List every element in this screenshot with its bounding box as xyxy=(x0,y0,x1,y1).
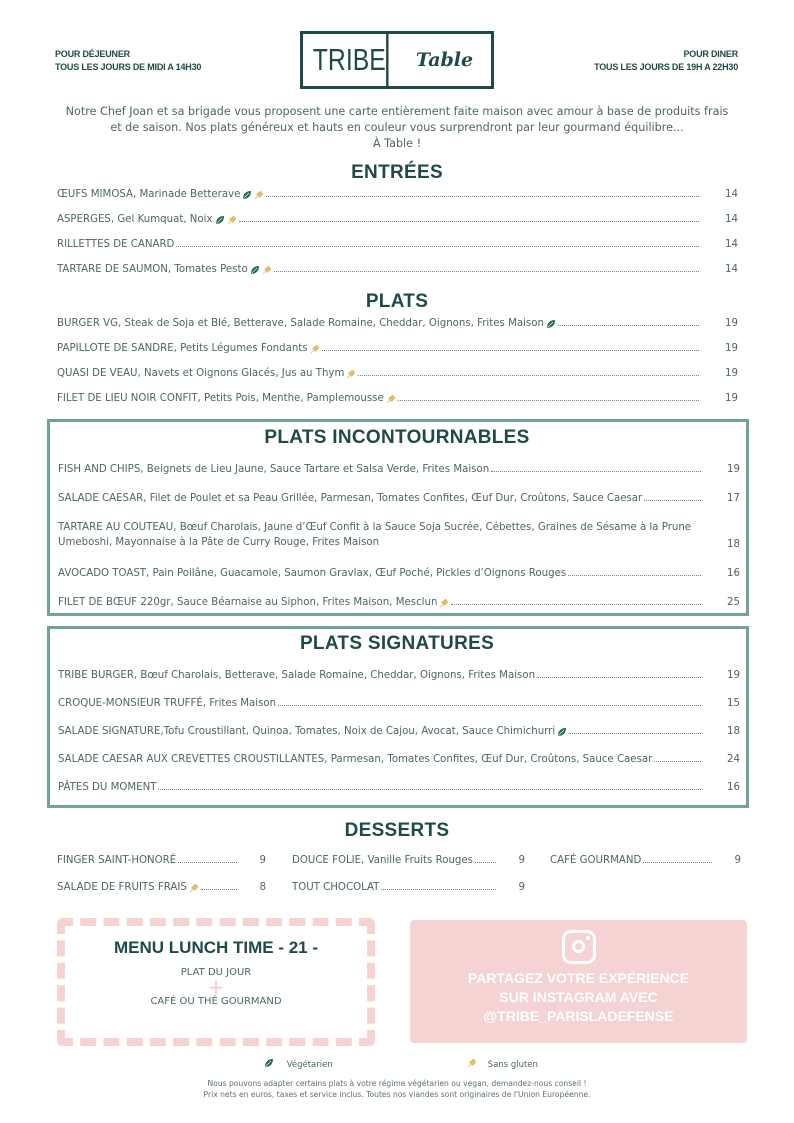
lunch-hours-title: POUR DÉJEUNER xyxy=(55,49,130,59)
menu-item xyxy=(58,696,740,709)
item-price: 8 xyxy=(259,882,266,893)
leaf-icon xyxy=(250,265,260,275)
dot-leader xyxy=(475,862,496,863)
instagram-box xyxy=(410,920,747,1043)
item-name: FISH AND CHIPS, Beignets de Lieu Jaune, Sauce Tartare et Salsa Verde, Frites Maison xyxy=(58,464,490,475)
item-price: 14 xyxy=(725,239,738,250)
item-price: 25 xyxy=(727,597,740,608)
dot-leader xyxy=(322,350,699,351)
item-price: 9 xyxy=(518,855,525,866)
menu-item xyxy=(58,491,740,504)
menu-item xyxy=(58,752,740,765)
wheat-icon xyxy=(254,190,264,200)
item-price: 19 xyxy=(725,393,738,404)
wheat-icon xyxy=(346,369,356,379)
menu-item xyxy=(57,366,738,379)
menu-item xyxy=(58,462,740,475)
item-name: FILET DE BŒUF 220gr, Sauce Béarnaise au Siphon, Frites Maison, Mesclun xyxy=(58,597,438,608)
menu-item xyxy=(57,880,266,893)
menu-item xyxy=(292,880,525,893)
item-name: SALADE CAESAR, Filet de Poulet et sa Peau Grillée, Parmesan, Tomates Confites, Œuf Dur, Croûtons, Sauce Caesar xyxy=(58,493,643,504)
dot-leader xyxy=(266,196,699,197)
item-name: PAPILLOTE DE SANDRE, Petits Légumes Fondants xyxy=(57,343,308,354)
signatures-list xyxy=(58,668,740,808)
desserts-col-3 xyxy=(550,853,741,880)
dot-leader xyxy=(643,862,712,863)
section-title-incontournables: PLATS INCONTOURNABLES xyxy=(264,427,530,448)
dot-leader xyxy=(381,889,496,890)
dot-leader xyxy=(537,677,701,678)
menu-item xyxy=(57,237,738,250)
item-name: TRIBE BURGER, Bœuf Charolais, Betterave, Salade Romaine, Cheddar, Oignons, Frites Maison xyxy=(58,670,536,681)
leaf-icon xyxy=(557,727,567,737)
dinner-hours-text: TOUS LES JOURS DE 19H A 22H30 xyxy=(594,62,738,72)
item-price: 24 xyxy=(727,754,740,765)
dot-leader xyxy=(158,789,701,790)
note-line: Nous pouvons adapter certains plats à votre régime végétarien ou vegan, demandez-nous conseil ! xyxy=(207,1079,587,1088)
item-name: TOUT CHOCOLAT xyxy=(292,882,380,893)
item-name: FILET DE LIEU NOIR CONFIT, Petits Pois, Menthe, Pamplemousse xyxy=(57,393,384,404)
leaf-icon xyxy=(215,215,225,225)
wheat-icon xyxy=(386,394,396,404)
instagram-text: PARTAGEZ VOTRE EXPÉRIENCE xyxy=(467,970,690,986)
item-price: 16 xyxy=(727,782,740,793)
item-price: 19 xyxy=(725,318,738,329)
section-title-desserts: DESSERTS xyxy=(344,820,450,841)
dot-leader xyxy=(654,761,701,762)
item-name: DOUCE FOLIE, Vanille Fruits Rouges xyxy=(292,855,473,866)
lunch-hours-text: TOUS LES JOURS DE MIDI A 14H30 xyxy=(55,62,202,72)
item-name: RILLETTES DE CANARD xyxy=(57,239,175,250)
item-price: 19 xyxy=(727,464,740,475)
item-price: 9 xyxy=(734,855,741,866)
item-name: AVOCADO TOAST, Pain Poilâne, Guacamole, Saumon Gravlax, Œuf Poché, Pickles d’Oignons Rouges xyxy=(58,568,567,579)
wheat-icon xyxy=(227,215,237,225)
item-name: TARTARE AU COUTEAU, Bœuf Charolais, Jaune d’Œuf Confit à la Sauce Soja Sucrée, Cébettes, Graines de Sésame à la Prune Umeboshi, Mayonnaise à la Pâte de Curry Rouge, Frites Maison xyxy=(58,522,692,548)
dot-leader xyxy=(558,325,699,326)
plus-icon: + xyxy=(207,975,225,999)
dot-leader xyxy=(239,221,699,222)
menu-item xyxy=(57,316,738,329)
item-price: 19 xyxy=(727,670,740,681)
dot-leader xyxy=(569,733,701,734)
desserts-col-2 xyxy=(292,853,525,907)
leaf-icon xyxy=(242,190,252,200)
dot-leader xyxy=(491,471,701,472)
item-price: 9 xyxy=(518,882,525,893)
legend-label: Végétarien xyxy=(286,1060,333,1070)
item-price: 15 xyxy=(727,698,740,709)
item-name: SALADE SIGNATURE,Tofu Croustillant, Quinoa, Tomates, Noix de Cajou, Avocat, Sauce Chimichurri xyxy=(58,726,556,737)
lunch-menu-title: MENU LUNCH TIME - 21 - xyxy=(114,938,318,957)
menu-item xyxy=(57,341,738,354)
legend-gf xyxy=(465,1058,538,1070)
item-name: SALADE DE FRUITS FRAIS xyxy=(57,882,187,893)
item-price: 14 xyxy=(725,264,738,275)
item-name: FINGER SAINT-HONORÉ xyxy=(57,855,177,866)
menu-item xyxy=(292,853,525,866)
dot-leader xyxy=(568,575,701,576)
dot-leader xyxy=(274,271,699,272)
menu-item xyxy=(58,724,740,737)
dinner-hours-title: POUR DINER xyxy=(683,49,738,59)
menu-item xyxy=(57,853,266,866)
entrees-list xyxy=(57,187,738,287)
menu-item xyxy=(550,853,741,866)
dot-leader xyxy=(201,889,237,890)
item-price: 16 xyxy=(727,568,740,579)
item-price: 19 xyxy=(725,343,738,354)
item-price: 19 xyxy=(725,368,738,379)
menu-item xyxy=(58,595,740,608)
section-title-signatures: PLATS SIGNATURES xyxy=(299,633,495,654)
legend-veg xyxy=(262,1058,333,1070)
intro-line: Notre Chef Joan et sa brigade vous proposent une carte entièrement faite maison avec amour à base de produits frais xyxy=(65,105,729,118)
leaf-icon xyxy=(546,319,556,329)
menu-item xyxy=(57,262,738,275)
item-name: PÂTES DU MOMENT xyxy=(58,782,157,793)
dot-leader xyxy=(178,862,237,863)
wheat-icon xyxy=(310,344,320,354)
item-name: BURGER VG, Steak de Soja et Blé, Betterave, Salade Romaine, Cheddar, Oignons, Frites Maison xyxy=(57,318,544,329)
menu-item xyxy=(57,391,738,404)
item-price: 18 xyxy=(727,726,740,737)
dot-leader xyxy=(451,604,701,605)
incontournables-list xyxy=(58,462,740,624)
wheat-icon xyxy=(467,1058,477,1068)
section-title-plats: PLATS xyxy=(365,291,429,312)
instagram-handle[interactable]: @TRIBE_PARISLADEFENSE xyxy=(483,1008,674,1024)
logo xyxy=(300,31,494,89)
desserts-col-1 xyxy=(57,853,266,907)
intro-line: et de saison. Nos plats généreux et hauts en couleur vous surprendront par leur gourmand équilibre... xyxy=(110,121,684,134)
wheat-icon xyxy=(262,265,272,275)
dinner-hours xyxy=(594,48,738,74)
item-name: CAFÉ GOURMAND xyxy=(550,855,642,866)
dot-leader xyxy=(398,400,699,401)
menu-item xyxy=(57,187,738,200)
logo-tribe: TRIBE xyxy=(313,34,389,86)
leaf-icon xyxy=(264,1058,274,1068)
wheat-icon xyxy=(189,883,199,893)
wheat-icon xyxy=(439,598,449,608)
item-name: ASPERGES, Gel Kumquat, Noix xyxy=(57,214,213,225)
section-title-entrees: ENTRÉES xyxy=(351,162,443,183)
instagram-icon[interactable] xyxy=(562,930,596,964)
footer-notes xyxy=(0,1078,794,1100)
item-name: ŒUFS MIMOSA, Marinade Betterave xyxy=(57,189,241,200)
lunch-menu-box xyxy=(57,918,375,1046)
item-name: QUASI DE VEAU, Navets et Oignons Glacés, Jus au Thym xyxy=(57,368,345,379)
note-line: Prix nets en euros, taxes et service inclus. Toutes nos viandes sont originaires de l'Union Européenne. xyxy=(203,1090,591,1099)
legend-label: Sans gluten xyxy=(487,1060,538,1070)
intro-line: À Table ! xyxy=(372,137,422,150)
menu-item xyxy=(58,668,740,681)
instagram-text: SUR INSTAGRAM AVEC xyxy=(499,989,658,1005)
item-price: 14 xyxy=(725,189,738,200)
item-price: 9 xyxy=(259,855,266,866)
item-price: 14 xyxy=(725,214,738,225)
logo-table: Table xyxy=(415,49,474,71)
menu-item xyxy=(58,566,740,579)
dot-leader xyxy=(278,705,701,706)
menu-item xyxy=(58,780,740,793)
lunch-menu-line: PLAT DU JOUR xyxy=(180,967,252,978)
lunch-menu-line: CAFÉ OU THÉ GOURMAND xyxy=(150,996,282,1007)
lunch-hours xyxy=(55,48,201,74)
item-name: SALADE CAESAR AUX CREVETTES CROUSTILLANTES, Parmesan, Tomates Confites, Œuf Dur, Croûtons, Sauce Caesar xyxy=(58,754,653,765)
item-name: TARTARE DE SAUMON, Tomates Pesto xyxy=(57,264,248,275)
plats-list xyxy=(57,316,738,416)
item-price: 18 xyxy=(727,539,740,550)
item-price: 17 xyxy=(727,493,740,504)
dot-leader xyxy=(176,246,699,247)
item-name: CROQUE-MONSIEUR TRUFFÉ, Frites Maison xyxy=(58,698,277,709)
menu-item xyxy=(58,520,740,550)
intro-text xyxy=(40,104,754,152)
dot-leader xyxy=(644,500,701,501)
menu-item xyxy=(57,212,738,225)
dot-leader xyxy=(358,375,699,376)
